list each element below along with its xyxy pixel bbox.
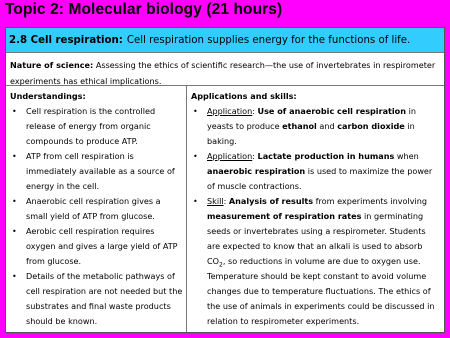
bullet-icon: • bbox=[193, 152, 198, 161]
applications-heading: Applications and skills: bbox=[191, 91, 297, 101]
bullet-icon: • bbox=[12, 107, 17, 116]
content-columns bbox=[6, 86, 444, 332]
syllabus-table bbox=[5, 27, 445, 333]
understanding-item: • Details of the metabolic pathways of cell respiration are not needed but the substrates and final waste products should be known. bbox=[12, 271, 183, 326]
subtopic-code: 2.8 Cell respiration: bbox=[9, 34, 123, 46]
item-tag: Application bbox=[207, 151, 253, 161]
understanding-item: • Cell respiration is the controlled release of energy from organic compounds to produce ATP. bbox=[12, 106, 156, 146]
item-tag: Application bbox=[207, 106, 253, 116]
application-item: • Application: Lactate production in humans when anaerobic respiration is used to maximize the power of muscle contractions. bbox=[193, 151, 433, 191]
bullet-icon: • bbox=[12, 272, 17, 281]
nature-of-science-label: Nature of science: bbox=[10, 60, 94, 70]
bullet-icon: • bbox=[12, 197, 17, 206]
bullet-icon: • bbox=[12, 152, 17, 161]
understandings-list bbox=[10, 104, 184, 329]
item-tag: Skill bbox=[207, 196, 224, 206]
bullet-icon: • bbox=[193, 107, 198, 116]
applications-column bbox=[187, 86, 444, 332]
applications-list bbox=[191, 104, 441, 329]
understanding-item: • ATP from cell respiration is immediately available as a source of energy in the cell. bbox=[12, 151, 175, 191]
understanding-item: • Aerobic cell respiration requires oxygen and gives a large yield of ATP from glucose. bbox=[12, 226, 178, 266]
understanding-item: • Anaerobic cell respiration gives a small yield of ATP from glucose. bbox=[12, 196, 161, 221]
subtopic-header bbox=[6, 28, 444, 53]
nature-of-science-row bbox=[6, 53, 444, 86]
skill-item: • Skill: Analysis of results from experiments involving measurement of respiration rates in germinating seeds or invertebrates using a respirometer. Students are expected to know that an alkali is used to absorb $CO_2$, so reductions in volume are due to oxygen use. Temperature should be kept constant to avoid volume changes due to temperature fluctuations. The ethics of the use of animals in experiments could be discussed in relation to respirometer experiments. bbox=[193, 196, 435, 326]
topic-title: Topic 2: Molecular biology (21 hours) bbox=[5, 1, 283, 18]
nature-of-science-text: Assessing the ethics of scientific research—the use of invertebrates in respirometer experiments has ethical implications. bbox=[10, 60, 436, 86]
bullet-icon: • bbox=[12, 227, 17, 236]
subtopic-statement: Cell respiration supplies energy for the functions of life. bbox=[126, 34, 411, 46]
application-item: • Application: Use of anaerobic cell respiration in yeasts to produce ethanol and carbon dioxide in baking. bbox=[193, 106, 416, 146]
bullet-icon: • bbox=[193, 197, 198, 206]
understandings-heading: Understandings: bbox=[10, 91, 86, 101]
understandings-column bbox=[6, 86, 187, 332]
